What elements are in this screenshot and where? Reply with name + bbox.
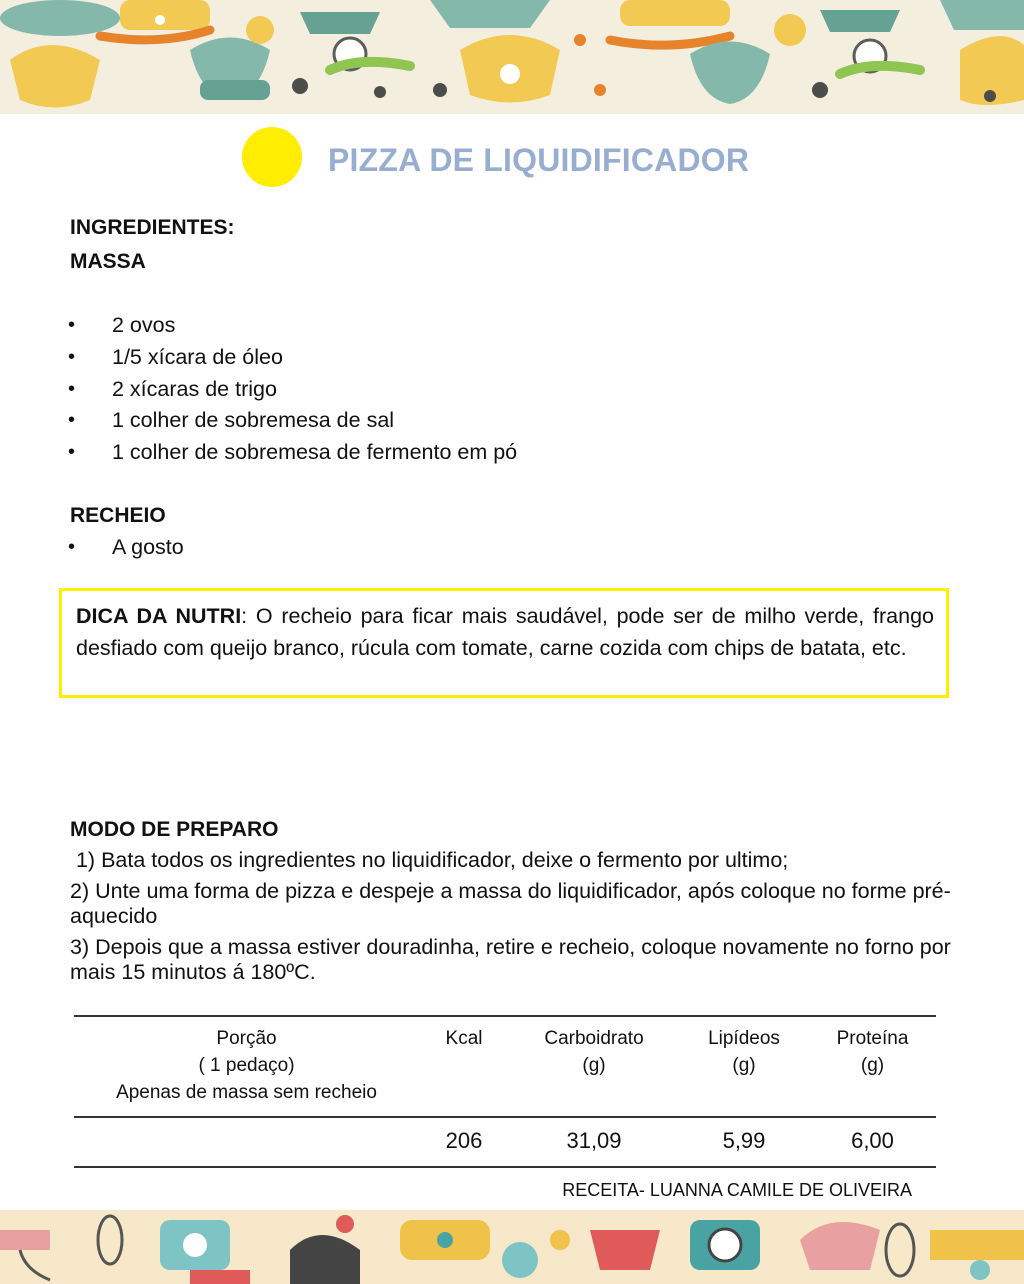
carb-value: 31,09 — [509, 1117, 679, 1167]
portion-value-cell — [74, 1117, 419, 1167]
list-item: • 2 ovos — [68, 310, 517, 342]
list-item: • 1/5 xícara de óleo — [68, 342, 517, 374]
portion-size: ( 1 pedaço) — [198, 1055, 295, 1076]
kitchen-pattern-bottom — [0, 1210, 1024, 1284]
protein-label: Proteína — [836, 1028, 909, 1049]
protein-unit: (g) — [860, 1055, 885, 1076]
lipid-header — [679, 1016, 809, 1117]
top-decorative-banner — [0, 0, 1024, 114]
table-row — [74, 1117, 936, 1167]
bottom-decorative-banner — [0, 1210, 1024, 1284]
nutrition-table — [74, 1015, 936, 1168]
lipid-label: Lipídeos — [708, 1028, 780, 1049]
dough-heading: MASSA — [70, 250, 146, 273]
lipid-value: 5,99 — [679, 1117, 809, 1167]
method-heading: MODO DE PREPARO — [70, 818, 279, 841]
list-item: • A gosto — [68, 532, 184, 564]
protein-value: 6,00 — [809, 1117, 936, 1167]
kcal-value: 206 — [419, 1117, 509, 1167]
dough-ingredient-list — [68, 310, 517, 469]
filling-heading: RECHEIO — [70, 504, 166, 527]
list-item: • 1 colher de sobremesa de fermento em pó — [68, 437, 517, 469]
page-title: PIZZA DE LIQUIDIFICADOR — [328, 142, 750, 178]
kitchen-pattern-top — [0, 0, 1024, 114]
carb-unit: (g) — [582, 1055, 606, 1076]
step-1: 1) Bata todos os ingredientes no liquidificador, deixe o fermento por ultimo; — [70, 848, 789, 872]
title-yellow-dot — [242, 127, 302, 187]
recipe-credit: RECEITA- LUANNA CAMILE DE OLIVEIRA — [562, 1180, 912, 1200]
step-2: 2) Unte uma forma de pizza e despeje a massa do liquidificador, após coloque no forme pré-aquecido — [70, 879, 951, 928]
filling-list — [68, 532, 184, 564]
tip-label: DICA DA NUTRI — [76, 604, 242, 628]
nutrition-header-row — [74, 1016, 936, 1117]
method-steps — [70, 848, 970, 991]
lipid-unit: (g) — [732, 1055, 756, 1076]
ingredients-heading: INGREDIENTES: — [70, 216, 235, 239]
carb-label: Carboidrato — [544, 1028, 644, 1049]
portion-header — [74, 1016, 419, 1117]
list-item: • 1 colher de sobremesa de sal — [68, 405, 517, 437]
step-3: 3) Depois que a massa estiver douradinha, retire e recheio, coloque novamente no forno por mais 15 minutos á 180ºC. — [70, 935, 951, 984]
kcal-header: Kcal — [419, 1016, 509, 1117]
portion-note: Apenas de massa sem recheio — [116, 1082, 377, 1103]
tip-text: : O recheio para ficar mais saudável, pode ser de milho verde, frango desfiado com queijo branco, rúcula com tomate, carne cozida com chips de batata, etc. — [76, 604, 934, 660]
portion-label: Porção — [216, 1028, 277, 1049]
nutrition-tip-box — [59, 588, 949, 698]
protein-header — [809, 1016, 936, 1117]
carb-header — [509, 1016, 679, 1117]
list-item: • 2 xícaras de trigo — [68, 374, 517, 406]
